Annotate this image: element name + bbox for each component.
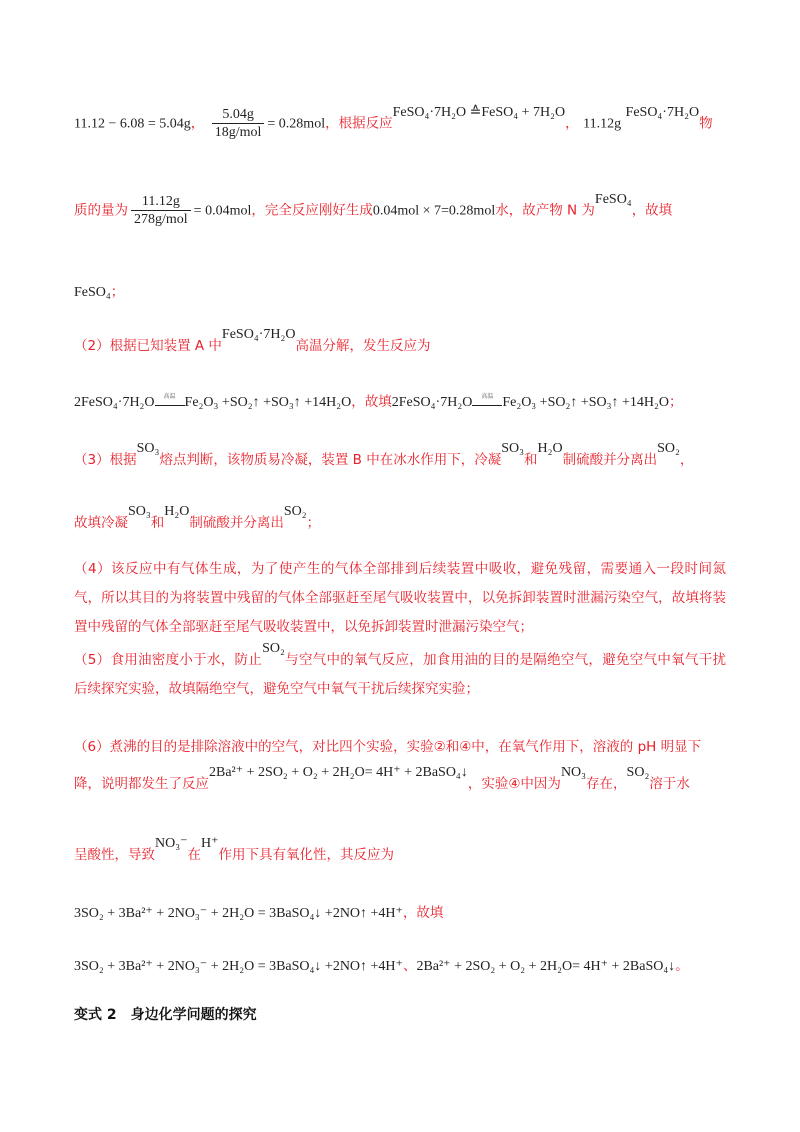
part-2-equations: 2FeSO₄·7H₂O 高温 Fe₂O₃ +SO₂↑ +SO₃↑ +14H₂O，故填2FeSO₄·7H₂O 高温 Fe₂O₃ +SO₂↑ +SO₃↑ +14H₂O； xyxy=(74,393,683,410)
calc-line-2: 质的量为 $\frac{11.12g}{\text{278g/mol}}$ = 0.04mol，完全反应刚好生成0.04mol × 7=0.28mol水，故产物 N 为FeSO₄，故填 xyxy=(74,191,673,227)
part-6-line-3: 呈酸性，导致NO₃⁻在H⁺作用下具有氧化性，其反应为 xyxy=(74,836,394,863)
part-3: （3）根据SO₃熔点判断，该物质易冷凝，装置 B 中在冰水作用下，冷凝SO₃和H₂O制硫酸并分离出SO₂， xyxy=(74,441,694,468)
part-4-paragraph: （4）该反应中有气体生成，为了使产生的气体全部排到后续装置中吸收，避免残留，需要通入一段时间氮气，所以其目的为将装置中残留的气体全部驱赶至尾气吸收装置中，以免拆卸装置时泄漏污染空气，故填将装置中残留的气体全部驱赶至尾气吸收装置中，以免拆卸装置时泄漏污染空气； xyxy=(74,561,726,635)
part-5-paragraph: （5）食用油密度小于水，防止SO₂与空气中的氧气反应，加食用油的目的是隔绝空气，避免空气中氧气干扰后续探究实验，故填隔绝空气，避免空气中氧气干扰后续探究实验； xyxy=(74,641,727,697)
part-6-line-2: 降，说明都发生了反应2Ba²⁺ + 2SO₂ + O₂ + 2H₂O= 4H⁺ + 2BaSO₄↓，实验④中因为NO₃存在，SO₂溶于水 xyxy=(74,765,690,792)
decomposition-equation: FeSO₄·7H₂O ≙FeSO₄ + 7H₂O xyxy=(392,104,566,120)
part-2-intro: （2）根据已知装置 A 中FeSO₄·7H₂O高温分解，发生反应为 xyxy=(74,327,431,354)
final-answer-line: 3SO₂ + 3Ba²⁺ + 2NO₃⁻ + 2H₂O = 3BaSO₄↓ +2NO↑ +4H⁺、2Ba²⁺ + 2SO₂ + O₂ + 2H₂O= 4H⁺ + 2BaSO₄↓。 xyxy=(74,958,689,974)
salt-mole-fraction: $\frac{11.12g}{\text{278g/mol}}$ xyxy=(131,193,191,228)
barium-sulfate-equation: 2Ba²⁺ + 2SO₂ + O₂ + 2H₂O= 4H⁺ + 2BaSO₄↓ xyxy=(209,765,468,780)
calc-line-1: 11.12 − 6.08 = 5.04g， $\frac{5.04g}{\text{18g/mol}}$ = 0.28mol，根据反应FeSO₄·7H₂O ≙FeSO₄ + 7H₂O， 11.12g FeSO₄·7H₂O物 xyxy=(74,104,713,140)
nitrate-equation-line: 3SO₂ + 3Ba²⁺ + 2NO₃⁻ + 2H₂O = 3BaSO₄↓ +2NO↑ +4H⁺，故填 xyxy=(74,905,444,921)
heat-condition-2: 高温 xyxy=(472,396,502,406)
part-3-answer: 故填冷凝SO₃和H₂O制硫酸并分离出SO₂； xyxy=(74,504,321,531)
water-mole-fraction: $\frac{5.04g}{\text{18g/mol}}$ xyxy=(212,106,265,141)
section-heading: 变式 2 身边化学问题的探究 xyxy=(74,1007,257,1023)
answer-line-3: FeSO₄； xyxy=(74,284,125,300)
mass-difference: 11.12 − 6.08 = 5.04g xyxy=(74,116,191,132)
heat-condition: 高温 xyxy=(155,396,185,406)
part-6-line-1: （6）煮沸的目的是排除溶液中的空气，对比四个实验，实验②和④中，在氧气作用下，溶液的 pH 明显下 xyxy=(74,739,702,755)
